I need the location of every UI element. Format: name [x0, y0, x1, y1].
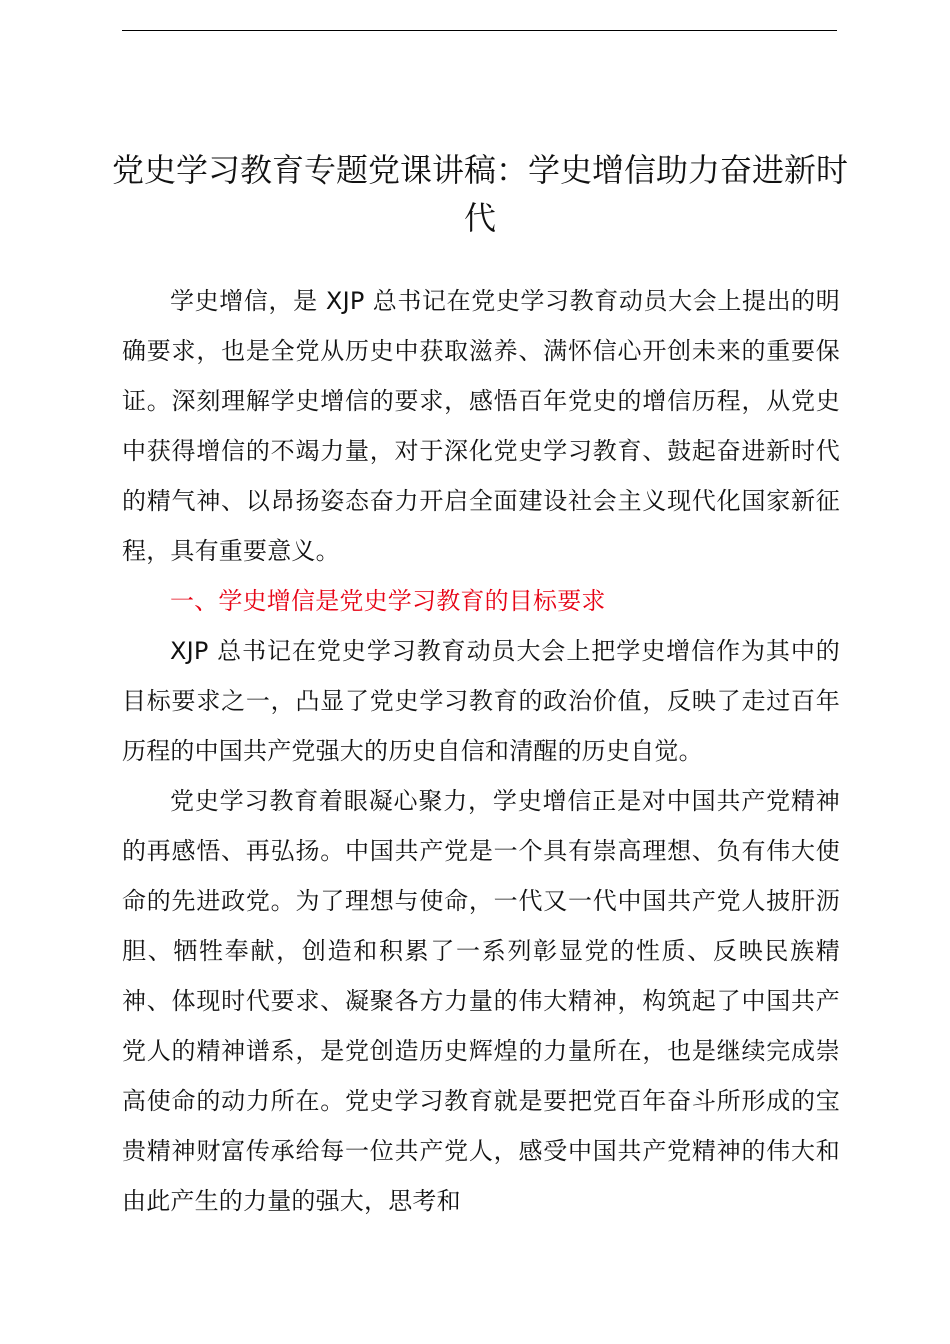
document-title: 党史学习教育专题党课讲稿：学史增信助力奋进新时代 [111, 151, 848, 237]
section-heading-1: 一、学史增信是党史学习教育的目标要求 [170, 587, 606, 615]
body-paragraph-2: 党史学习教育着眼凝心聚力，学史增信正是对中国共产党精神的再感悟、再弘扬。中国共产党是一个具有崇高理想、负有伟大使命的先进政党。为了理想与使命，一代又一代中国共产党人披肝沥胆、牺牲奉献，创造和积累了一系列彰显党的性质、反映民族精神、体现时代要求、凝聚各方力量的伟大精神，构筑起了中国共产党人的精神谱系，是党创造历史辉煌的力量所在，也是继续完成崇高使命的动力所在。党史学习教育就是要把党百年奋斗所形成的宝贵精神财富传承给每一位共产党人，感受中国共产党精神的伟大和由此产生的力量的强大，思考和 [122, 787, 840, 1215]
intro-paragraph: 学史增信，是 XJP 总书记在党史学习教育动员大会上提出的明确要求，也是全党从历史中获取滋养、满怀信心开创未来的重要保证。深刻理解学史增信的要求，感悟百年党史的增信历程，从党史中获得增信的不竭力量，对于深化党史学习教育、鼓起奋进新时代的精气神、以昂扬姿态奋力开启全面建设社会主义现代化国家新征程，具有重要意义。 [122, 287, 840, 565]
body-paragraph-1: XJP 总书记在党史学习教育动员大会上把学史增信作为其中的目标要求之一，凸显了党史学习教育的政治价值，反映了走过百年历程的中国共产党强大的历史自信和清醒的历史自觉。 [122, 637, 840, 765]
header-divider [122, 30, 837, 31]
document-body [122, 276, 840, 1226]
